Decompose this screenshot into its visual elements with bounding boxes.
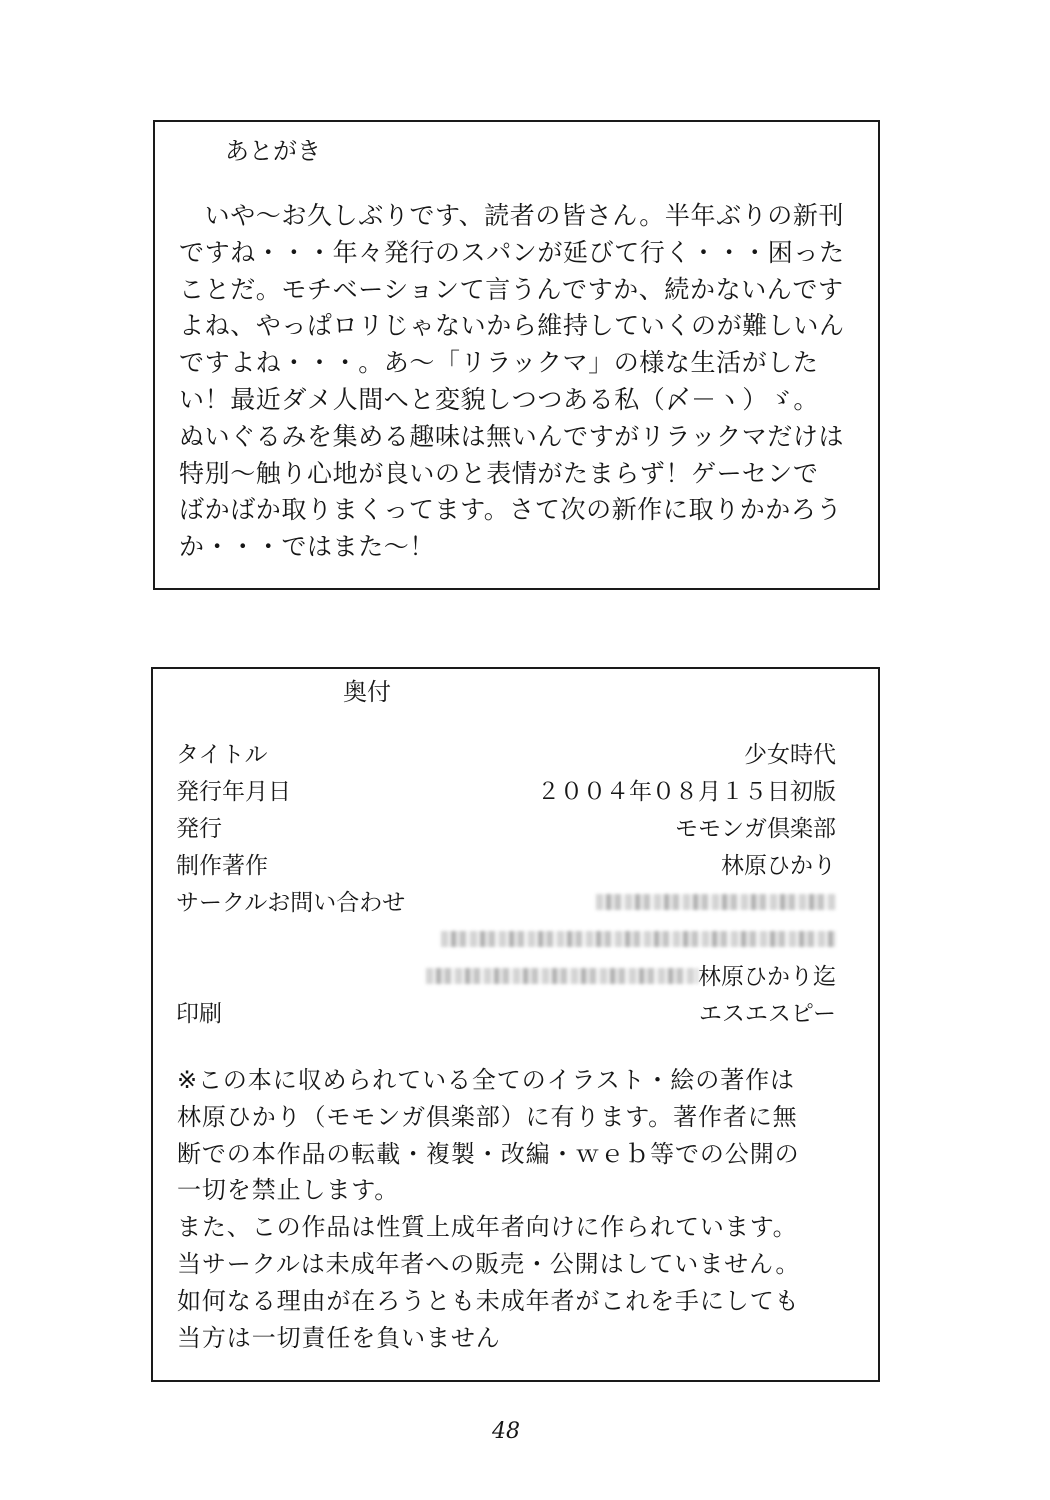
redacted-text [596,894,836,910]
notice-line: 林原ひかり（モモンガ倶楽部）に有ります。著作者に無 [177,1102,798,1131]
redacted-text [441,931,836,947]
notice-line: 当方は一切責任を負いません [177,1323,501,1352]
title-label: タイトル [176,742,268,768]
afterword-line: 特別～触り心地が良いのと表情がたまらず！ゲーセンで [179,458,819,488]
afterword-line: ばかばか取りまくってます。さて次の新作に取りかかろう [179,495,843,525]
afterword-line: ですね・・・年々発行のスパンが延びて行く・・・困った [179,237,845,267]
colophon-row-printer [176,996,836,1032]
contact-label: サークルお問い合わせ [176,890,406,916]
page-number: 48 [492,1419,520,1444]
notice-line: 断での本作品の転載・複製・改編・ｗｅｂ等での公開の [177,1139,800,1168]
notice-line: 如何なる理由が在ろうとも未成年者がこれを手にしても [177,1286,800,1315]
contact-addressee: 林原ひかり迄 [698,964,836,990]
date-value: ２００４年０８月１５日初版 [537,779,836,805]
printer-label: 印刷 [176,1001,222,1027]
notice-line: 一切を禁止します。 [177,1176,400,1205]
colophon-row-title [176,737,836,773]
author-value: 林原ひかり [721,853,836,879]
notice-line: 当サークルは未成年者への販売・公開はしていません。 [177,1249,801,1278]
colophon-row-contact [176,885,836,921]
afterword-line: よね、やっぱロリじゃないから維持していくのが難しいん [179,311,845,341]
afterword-line: ぬいぐるみを集める趣味は無いんですがリラックマだけは [179,421,845,451]
publisher-label: 発行 [176,816,222,842]
afterword-line: ことだ。モチベーションて言うんですか、続かないんです [179,274,844,304]
contact-blurred-line-2 [441,922,836,958]
afterword-line: いや～お久しぶりです、読者の皆さん。半年ぶりの新刊 [179,201,845,230]
colophon-row-date [176,774,836,810]
notice-line: ※この本に収められている全てのイラスト・絵の著作は [177,1066,795,1094]
colophon-row-contact-address [176,922,836,958]
publisher-value: モモンガ倶楽部 [675,816,836,842]
colophon-row-author [176,848,836,884]
contact-blurred-line-1 [596,885,836,921]
colophon-title: 奥付 [343,678,391,706]
notice-line: また、この作品は性質上成年者向けに作られています。 [177,1213,798,1242]
colophon-box [151,667,880,1382]
title-value: 少女時代 [744,742,836,768]
colophon-row-contact-addressee [176,959,836,995]
colophon-row-publisher [176,811,836,847]
redacted-text [426,968,698,984]
afterword-body [179,198,869,566]
date-label: 発行年月日 [176,779,291,805]
afterword-title: あとがき [225,137,321,165]
afterword-line: い！最近ダメ人間へと変貌しつつある私（〆－ヽ）ゞ。 [179,384,820,414]
copyright-notice [177,1062,867,1356]
contact-addressee-value [426,959,836,995]
author-label: 制作著作 [176,853,268,879]
afterword-line: か・・・ではまた～！ [179,532,436,562]
printer-value: エスエスピー [698,1001,836,1027]
afterword-line: ですよね・・・。あ～「リラックマ」の様な生活がした [179,348,819,378]
afterword-box [153,120,880,590]
